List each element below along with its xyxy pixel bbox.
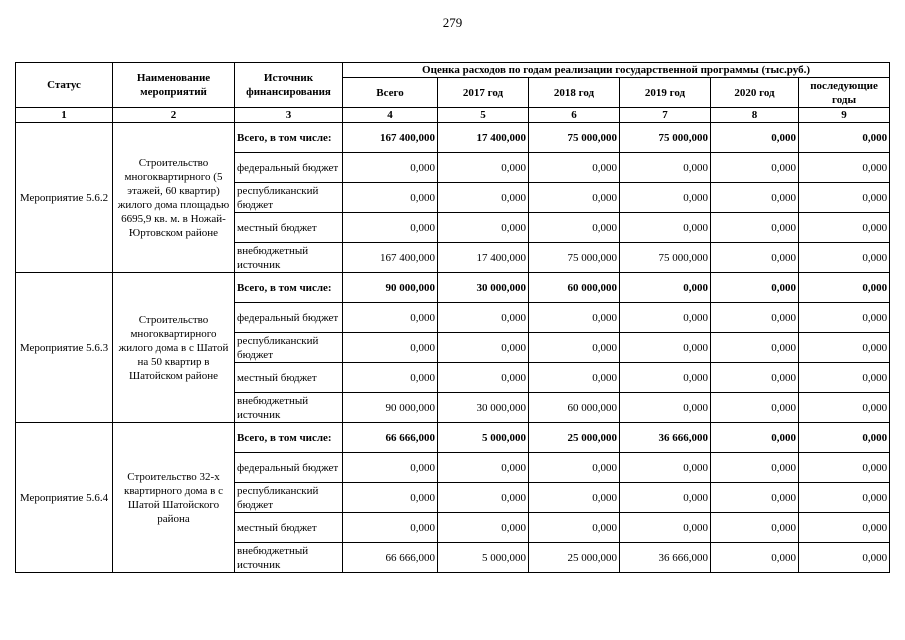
amount-cell: 0,000 xyxy=(799,303,890,333)
amount-cell: 0,000 xyxy=(711,213,799,243)
amount-cell: 0,000 xyxy=(620,393,711,423)
amount-cell: 0,000 xyxy=(799,213,890,243)
table-row-total xyxy=(16,123,890,153)
amount-cell: 75 000,000 xyxy=(529,123,620,153)
amount-cell: 167 400,000 xyxy=(343,123,438,153)
funding-source-cell: Всего, в том числе: xyxy=(235,423,343,453)
table-row-total xyxy=(16,273,890,303)
measure-name-cell: Строительство 32-х квартирного дома в с Шатой Шатойского района xyxy=(113,423,235,573)
amount-cell: 0,000 xyxy=(799,123,890,153)
column-number: 6 xyxy=(529,108,620,123)
amount-cell: 36 666,000 xyxy=(620,543,711,573)
amount-cell: 17 400,000 xyxy=(438,243,529,273)
amount-cell: 0,000 xyxy=(620,453,711,483)
amount-cell: 0,000 xyxy=(529,513,620,543)
header-year-2018: 2018 год xyxy=(529,78,620,108)
funding-source-cell: Всего, в том числе: xyxy=(235,123,343,153)
amount-cell: 0,000 xyxy=(529,333,620,363)
amount-cell: 0,000 xyxy=(620,273,711,303)
amount-cell: 0,000 xyxy=(799,423,890,453)
amount-cell: 0,000 xyxy=(711,183,799,213)
amount-cell: 0,000 xyxy=(529,363,620,393)
amount-cell: 0,000 xyxy=(711,303,799,333)
amount-cell: 0,000 xyxy=(711,123,799,153)
amount-cell: 0,000 xyxy=(343,333,438,363)
amount-cell: 0,000 xyxy=(799,333,890,363)
funding-source-cell: федеральный бюджет xyxy=(235,153,343,183)
amount-cell: 30 000,000 xyxy=(438,393,529,423)
column-number: 7 xyxy=(620,108,711,123)
amount-cell: 0,000 xyxy=(438,333,529,363)
amount-cell: 0,000 xyxy=(620,363,711,393)
measure-name-cell: Строительство многоквартирного (5 этажей, 60 квартир) жилого дома площадью 6695,9 кв. м. в Ножай-Юртовском районе xyxy=(113,123,235,273)
column-number: 3 xyxy=(235,108,343,123)
amount-cell: 0,000 xyxy=(711,543,799,573)
amount-cell: 0,000 xyxy=(711,453,799,483)
amount-cell: 0,000 xyxy=(799,543,890,573)
amount-cell: 0,000 xyxy=(529,153,620,183)
funding-source-cell: федеральный бюджет xyxy=(235,303,343,333)
amount-cell: 90 000,000 xyxy=(343,273,438,303)
amount-cell: 0,000 xyxy=(799,183,890,213)
amount-cell: 0,000 xyxy=(343,483,438,513)
funding-source-cell: республиканский бюджет xyxy=(235,333,343,363)
amount-cell: 66 666,000 xyxy=(343,423,438,453)
column-numbers-row xyxy=(16,108,890,123)
header-year-2017: 2017 год xyxy=(438,78,529,108)
column-number: 9 xyxy=(799,108,890,123)
funding-source-cell: местный бюджет xyxy=(235,513,343,543)
amount-cell: 60 000,000 xyxy=(529,393,620,423)
status-cell: Мероприятие 5.6.4 xyxy=(16,423,113,573)
amount-cell: 5 000,000 xyxy=(438,543,529,573)
amount-cell: 75 000,000 xyxy=(529,243,620,273)
amount-cell: 36 666,000 xyxy=(620,423,711,453)
header-estimate: Оценка расходов по годам реализации государственной программы (тыс.руб.) xyxy=(343,63,890,78)
amount-cell: 0,000 xyxy=(438,153,529,183)
amount-cell: 0,000 xyxy=(799,393,890,423)
amount-cell: 0,000 xyxy=(438,213,529,243)
amount-cell: 0,000 xyxy=(799,513,890,543)
funding-source-cell: федеральный бюджет xyxy=(235,453,343,483)
funding-source-cell: внебюджетный источник xyxy=(235,243,343,273)
amount-cell: 0,000 xyxy=(438,183,529,213)
header-year-later: последующие годы xyxy=(799,78,890,108)
amount-cell: 17 400,000 xyxy=(438,123,529,153)
amount-cell: 75 000,000 xyxy=(620,243,711,273)
table-header xyxy=(16,63,890,123)
amount-cell: 0,000 xyxy=(620,483,711,513)
header-year-total: Всего xyxy=(343,78,438,108)
amount-cell: 0,000 xyxy=(799,453,890,483)
amount-cell: 0,000 xyxy=(620,303,711,333)
amount-cell: 0,000 xyxy=(343,303,438,333)
amount-cell: 0,000 xyxy=(529,483,620,513)
amount-cell: 0,000 xyxy=(711,243,799,273)
column-number: 5 xyxy=(438,108,529,123)
amount-cell: 0,000 xyxy=(438,363,529,393)
status-cell: Мероприятие 5.6.2 xyxy=(16,123,113,273)
funding-source-cell: внебюджетный источник xyxy=(235,393,343,423)
amount-cell: 0,000 xyxy=(799,243,890,273)
header-status: Статус xyxy=(16,63,113,108)
amount-cell: 0,000 xyxy=(620,513,711,543)
amount-cell: 0,000 xyxy=(620,213,711,243)
amount-cell: 0,000 xyxy=(620,153,711,183)
header-name: Наименование мероприятий xyxy=(113,63,235,108)
amount-cell: 0,000 xyxy=(343,183,438,213)
amount-cell: 0,000 xyxy=(343,453,438,483)
amount-cell: 0,000 xyxy=(799,153,890,183)
amount-cell: 167 400,000 xyxy=(343,243,438,273)
amount-cell: 0,000 xyxy=(438,513,529,543)
amount-cell: 0,000 xyxy=(711,483,799,513)
column-number: 4 xyxy=(343,108,438,123)
table-body xyxy=(16,123,890,573)
column-number: 1 xyxy=(16,108,113,123)
amount-cell: 0,000 xyxy=(343,363,438,393)
table-row-total xyxy=(16,423,890,453)
amount-cell: 0,000 xyxy=(343,513,438,543)
amount-cell: 0,000 xyxy=(711,273,799,303)
amount-cell: 0,000 xyxy=(711,393,799,423)
page-number: 279 xyxy=(442,15,463,30)
funding-source-cell: Всего, в том числе: xyxy=(235,273,343,303)
amount-cell: 0,000 xyxy=(620,183,711,213)
amount-cell: 0,000 xyxy=(799,273,890,303)
amount-cell: 0,000 xyxy=(711,513,799,543)
amount-cell: 0,000 xyxy=(438,453,529,483)
amount-cell: 0,000 xyxy=(438,483,529,513)
amount-cell: 0,000 xyxy=(529,303,620,333)
funding-source-cell: республиканский бюджет xyxy=(235,483,343,513)
header-year-2019: 2019 год xyxy=(620,78,711,108)
amount-cell: 0,000 xyxy=(438,303,529,333)
column-number: 2 xyxy=(113,108,235,123)
amount-cell: 30 000,000 xyxy=(438,273,529,303)
budget-table xyxy=(15,62,890,573)
header-year-2020: 2020 год xyxy=(711,78,799,108)
amount-cell: 0,000 xyxy=(529,183,620,213)
amount-cell: 0,000 xyxy=(711,153,799,183)
status-cell: Мероприятие 5.6.3 xyxy=(16,273,113,423)
amount-cell: 0,000 xyxy=(529,453,620,483)
amount-cell: 0,000 xyxy=(799,363,890,393)
funding-source-cell: республиканский бюджет xyxy=(235,183,343,213)
funding-source-cell: местный бюджет xyxy=(235,363,343,393)
amount-cell: 0,000 xyxy=(799,483,890,513)
amount-cell: 0,000 xyxy=(343,213,438,243)
amount-cell: 0,000 xyxy=(711,363,799,393)
header-source: Источник финансирования xyxy=(235,63,343,108)
amount-cell: 0,000 xyxy=(529,213,620,243)
funding-source-cell: внебюджетный источник xyxy=(235,543,343,573)
amount-cell: 25 000,000 xyxy=(529,423,620,453)
amount-cell: 25 000,000 xyxy=(529,543,620,573)
funding-source-cell: местный бюджет xyxy=(235,213,343,243)
amount-cell: 60 000,000 xyxy=(529,273,620,303)
amount-cell: 0,000 xyxy=(620,333,711,363)
amount-cell: 0,000 xyxy=(711,423,799,453)
amount-cell: 0,000 xyxy=(343,153,438,183)
column-number: 8 xyxy=(711,108,799,123)
amount-cell: 0,000 xyxy=(711,333,799,363)
amount-cell: 5 000,000 xyxy=(438,423,529,453)
amount-cell: 75 000,000 xyxy=(620,123,711,153)
amount-cell: 90 000,000 xyxy=(343,393,438,423)
amount-cell: 66 666,000 xyxy=(343,543,438,573)
measure-name-cell: Строительство многоквартирного жилого дома в с Шатой на 50 квартир в Шатойском районе xyxy=(113,273,235,423)
